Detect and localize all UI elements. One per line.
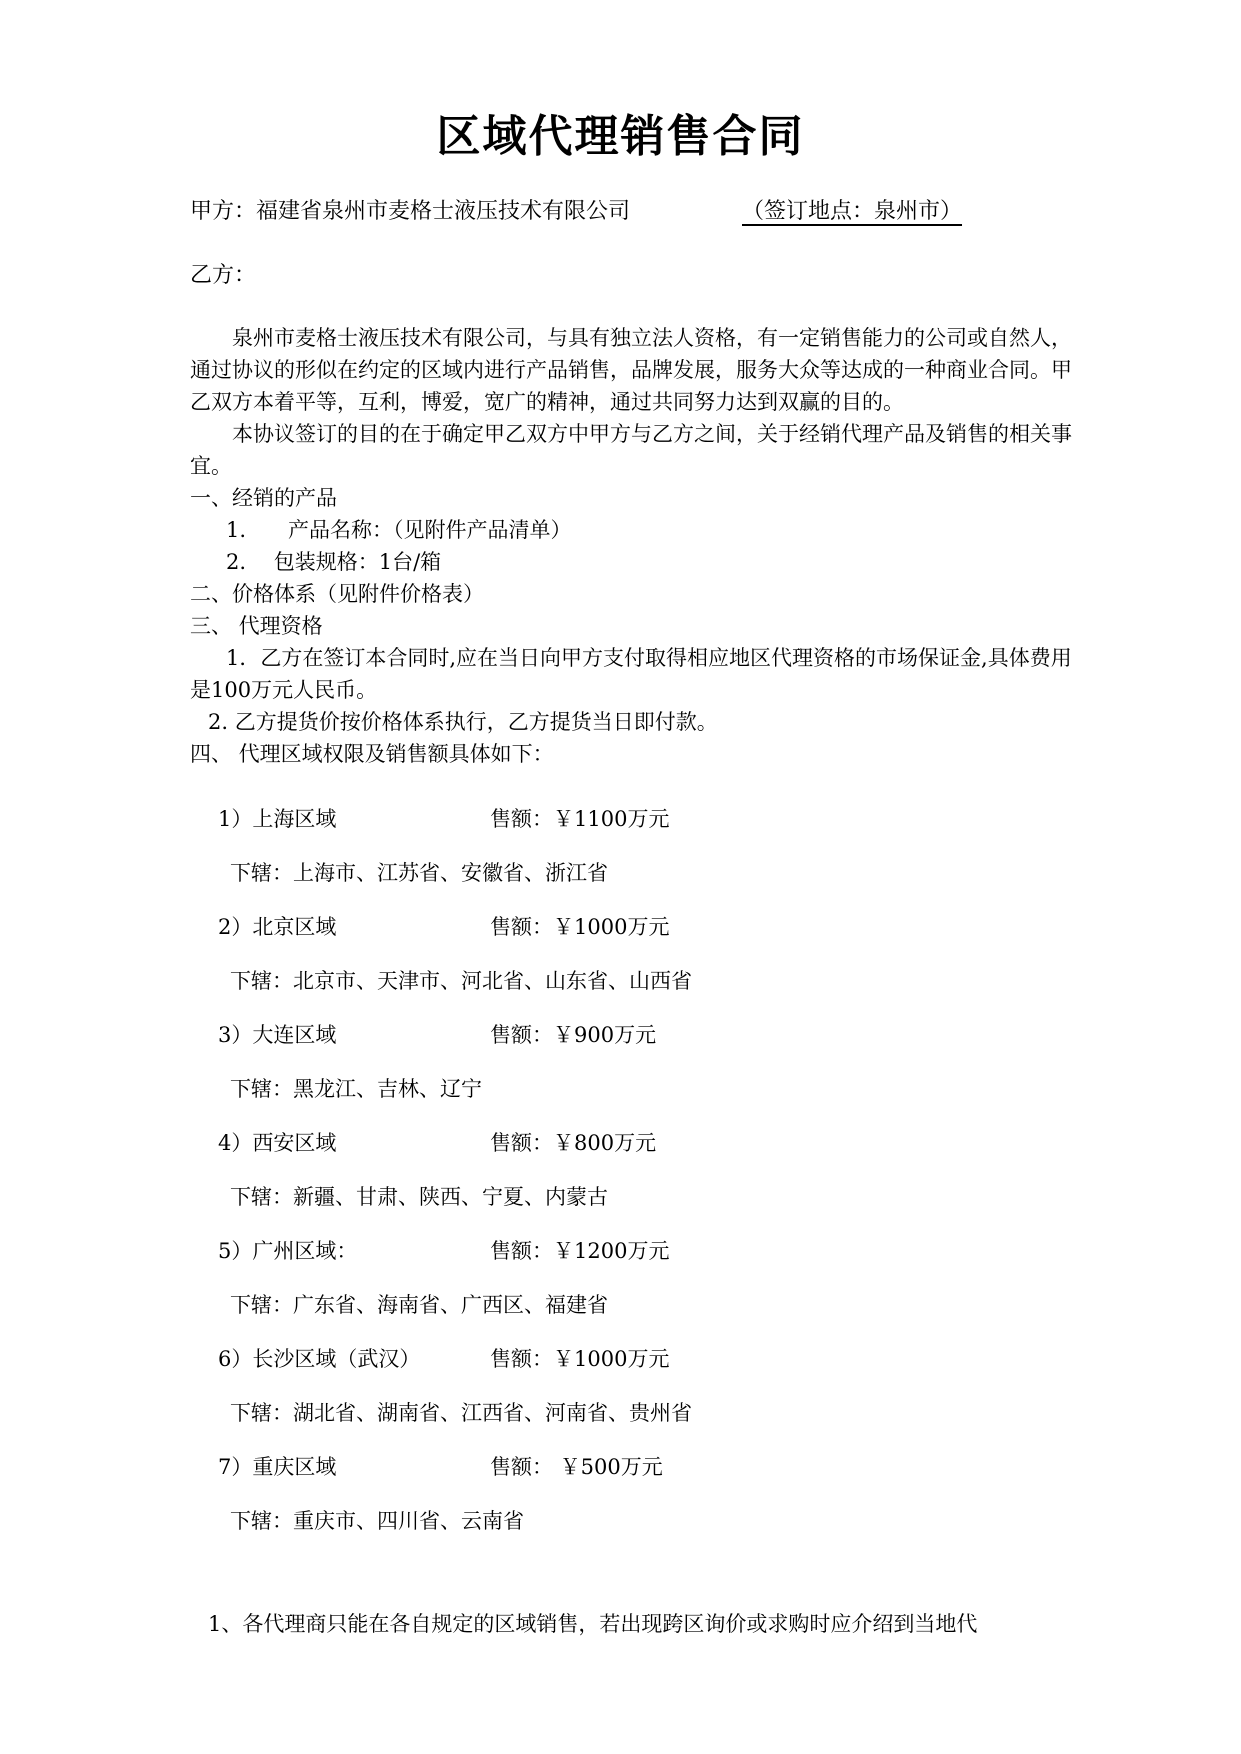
region-sales: 售额：￥1100万元 <box>490 807 670 831</box>
section-3-item-2: 2. 乙方提货价按价格体系执行，乙方提货当日即付款。 <box>208 710 718 734</box>
region-sales: 售额：￥1000万元 <box>490 1347 670 1371</box>
intro-paragraph-1: 泉州市麦格士液压技术有限公司，与具有独立法人资格，有一定销售能力的公司或自然人，通过协议的形似在约定的区域内进行产品销售，品牌发展，服务大众等达成的一种商业合同。甲乙双方本着平等，互利，博爱，宽广的精神，通过共同努力达到双赢的目的。 <box>190 326 1072 414</box>
intro-paragraph-2: 本协议签订的目的在于确定甲乙双方中甲方与乙方之间，关于经销代理产品及销售的相关事宜。 <box>190 422 1072 478</box>
section-3-item-1: 1．乙方在签订本合同时,应在当日向甲方支付取得相应地区代理资格的市场保证金,具体费用是100万元人民币。 <box>190 646 1072 702</box>
region-subordinates: 下辖：北京市、天津市、河北省、山东省、山西省 <box>230 969 692 993</box>
section-2-heading: 二、价格体系（见附件价格表） <box>190 582 484 606</box>
region-sales: 售额：￥1200万元 <box>490 1239 670 1263</box>
region-subordinates: 下辖：上海市、江苏省、安徽省、浙江省 <box>230 861 608 885</box>
document-title: 区域代理销售合同 <box>436 111 805 162</box>
region-name: 3）大连区域 <box>218 1023 337 1047</box>
region-subordinates: 下辖：湖北省、湖南省、江西省、河南省、贵州省 <box>230 1401 692 1425</box>
region-name: 2）北京区域 <box>218 915 337 939</box>
region-name: 5）广州区域： <box>218 1239 358 1263</box>
region-sales: 售额：￥1000万元 <box>490 915 670 939</box>
section-4-heading: 四、 代理区域权限及销售额具体如下： <box>190 742 554 766</box>
section-1-heading: 一、经销的产品 <box>190 486 337 510</box>
section-1-item-2: 2. 包装规格：1台/箱 <box>226 550 442 574</box>
region-sales: 售额：￥800万元 <box>490 1131 657 1155</box>
party-a: 甲方：福建省泉州市麦格士液压技术有限公司 <box>190 199 631 224</box>
footer-clause: 1、各代理商只能在各自规定的区域销售，若出现跨区询价或求购时应介绍到当地代 <box>208 1612 978 1636</box>
section-1-item-1: 1. 产品名称：（见附件产品清单） <box>226 518 572 542</box>
sign-place: （签订地点：泉州市） <box>742 199 963 224</box>
region-name: 7）重庆区域 <box>218 1455 337 1479</box>
region-subordinates: 下辖：重庆市、四川省、云南省 <box>230 1509 524 1533</box>
region-name: 1）上海区域 <box>218 807 337 831</box>
region-name: 4）西安区域 <box>218 1131 337 1155</box>
region-name: 6）长沙区域（武汉） <box>218 1347 421 1371</box>
region-sales: 售额：￥900万元 <box>490 1023 657 1047</box>
region-sales: 售额： ￥500万元 <box>490 1455 663 1479</box>
region-subordinates: 下辖：新疆、甘肃、陕西、宁夏、内蒙古 <box>230 1185 608 1209</box>
section-3-heading: 三、 代理资格 <box>190 614 323 638</box>
region-subordinates: 下辖：黑龙江、吉林、辽宁 <box>230 1077 482 1101</box>
party-b: 乙方： <box>190 263 257 288</box>
region-subordinates: 下辖：广东省、海南省、广西区、福建省 <box>230 1293 608 1317</box>
